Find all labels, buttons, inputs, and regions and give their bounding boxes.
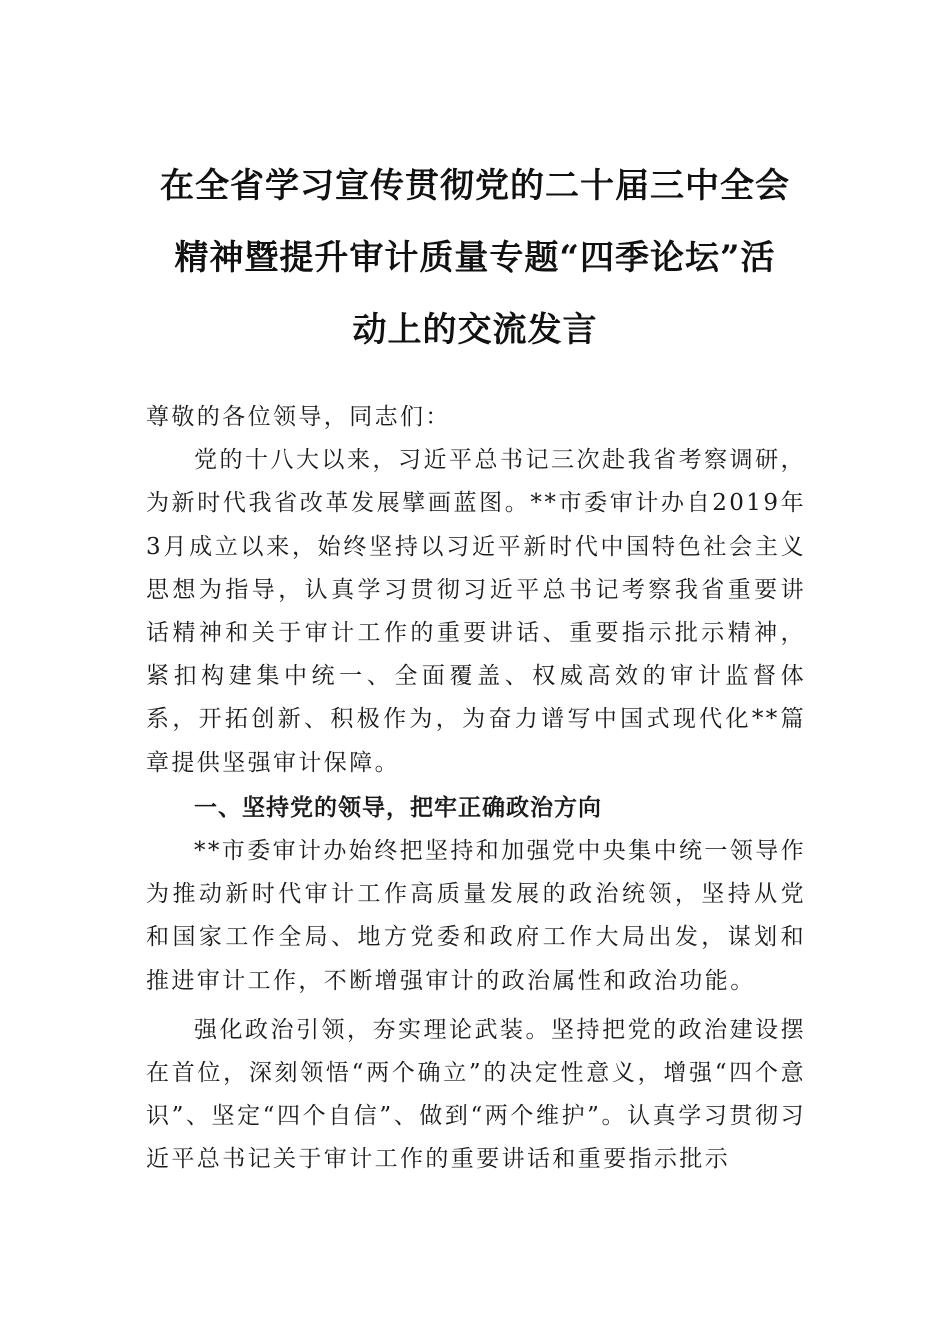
- greeting: 尊敬的各位领导，同志们：: [146, 404, 451, 430]
- title-line-3: 动上的交流发言: [352, 310, 598, 350]
- section-heading-1: 一、坚持党的领导，把牢正确政治方向: [194, 794, 602, 821]
- paragraph-political-leadership: 强化政治引领，夯实理论武装。坚持把党的政治建设摆在首位，深刻领悟“两个确立”的决定性意义，增强“四个意识”、坚定“四个自信”、做到“两个维护”。认真学习贯彻习近平总书记关于审计工作的重要讲话和重要指示批示: [146, 1016, 806, 1173]
- paragraph-section-1: **市委审计办始终把坚持和加强党中央集中统一领导作为推动新时代审计工作高质量发展的政治统领，坚持从党和国家工作全局、地方党委和政府工作大局出发，谋划和推进审计工作，不断增强审计的政治属性和政治功能。: [146, 838, 806, 994]
- title-line-2: 精神暨提升审计质量专题“四季论坛”活: [174, 238, 776, 278]
- title-line-1: 在全省学习宣传贯彻党的二十届三中全会: [160, 166, 790, 206]
- document-title: [140, 150, 810, 366]
- document-body: [146, 396, 806, 1182]
- paragraph-intro: 党的十八大以来，习近平总书记三次赴我省考察调研，为新时代我省改革发展擘画蓝图。**市委审计办自2019年3月成立以来，始终坚持以习近平新时代中国特色社会主义思想为指导，认真学习贯彻习近平总书记考察我省重要讲话精神和关于审计工作的重要讲话、重要指示批示精神，紧扣构建集中统一、全面覆盖、权威高效的审计监督体系，开拓创新、积极作为，为奋力谱写中国式现代化**篇章提供坚强审计保障。: [146, 447, 806, 776]
